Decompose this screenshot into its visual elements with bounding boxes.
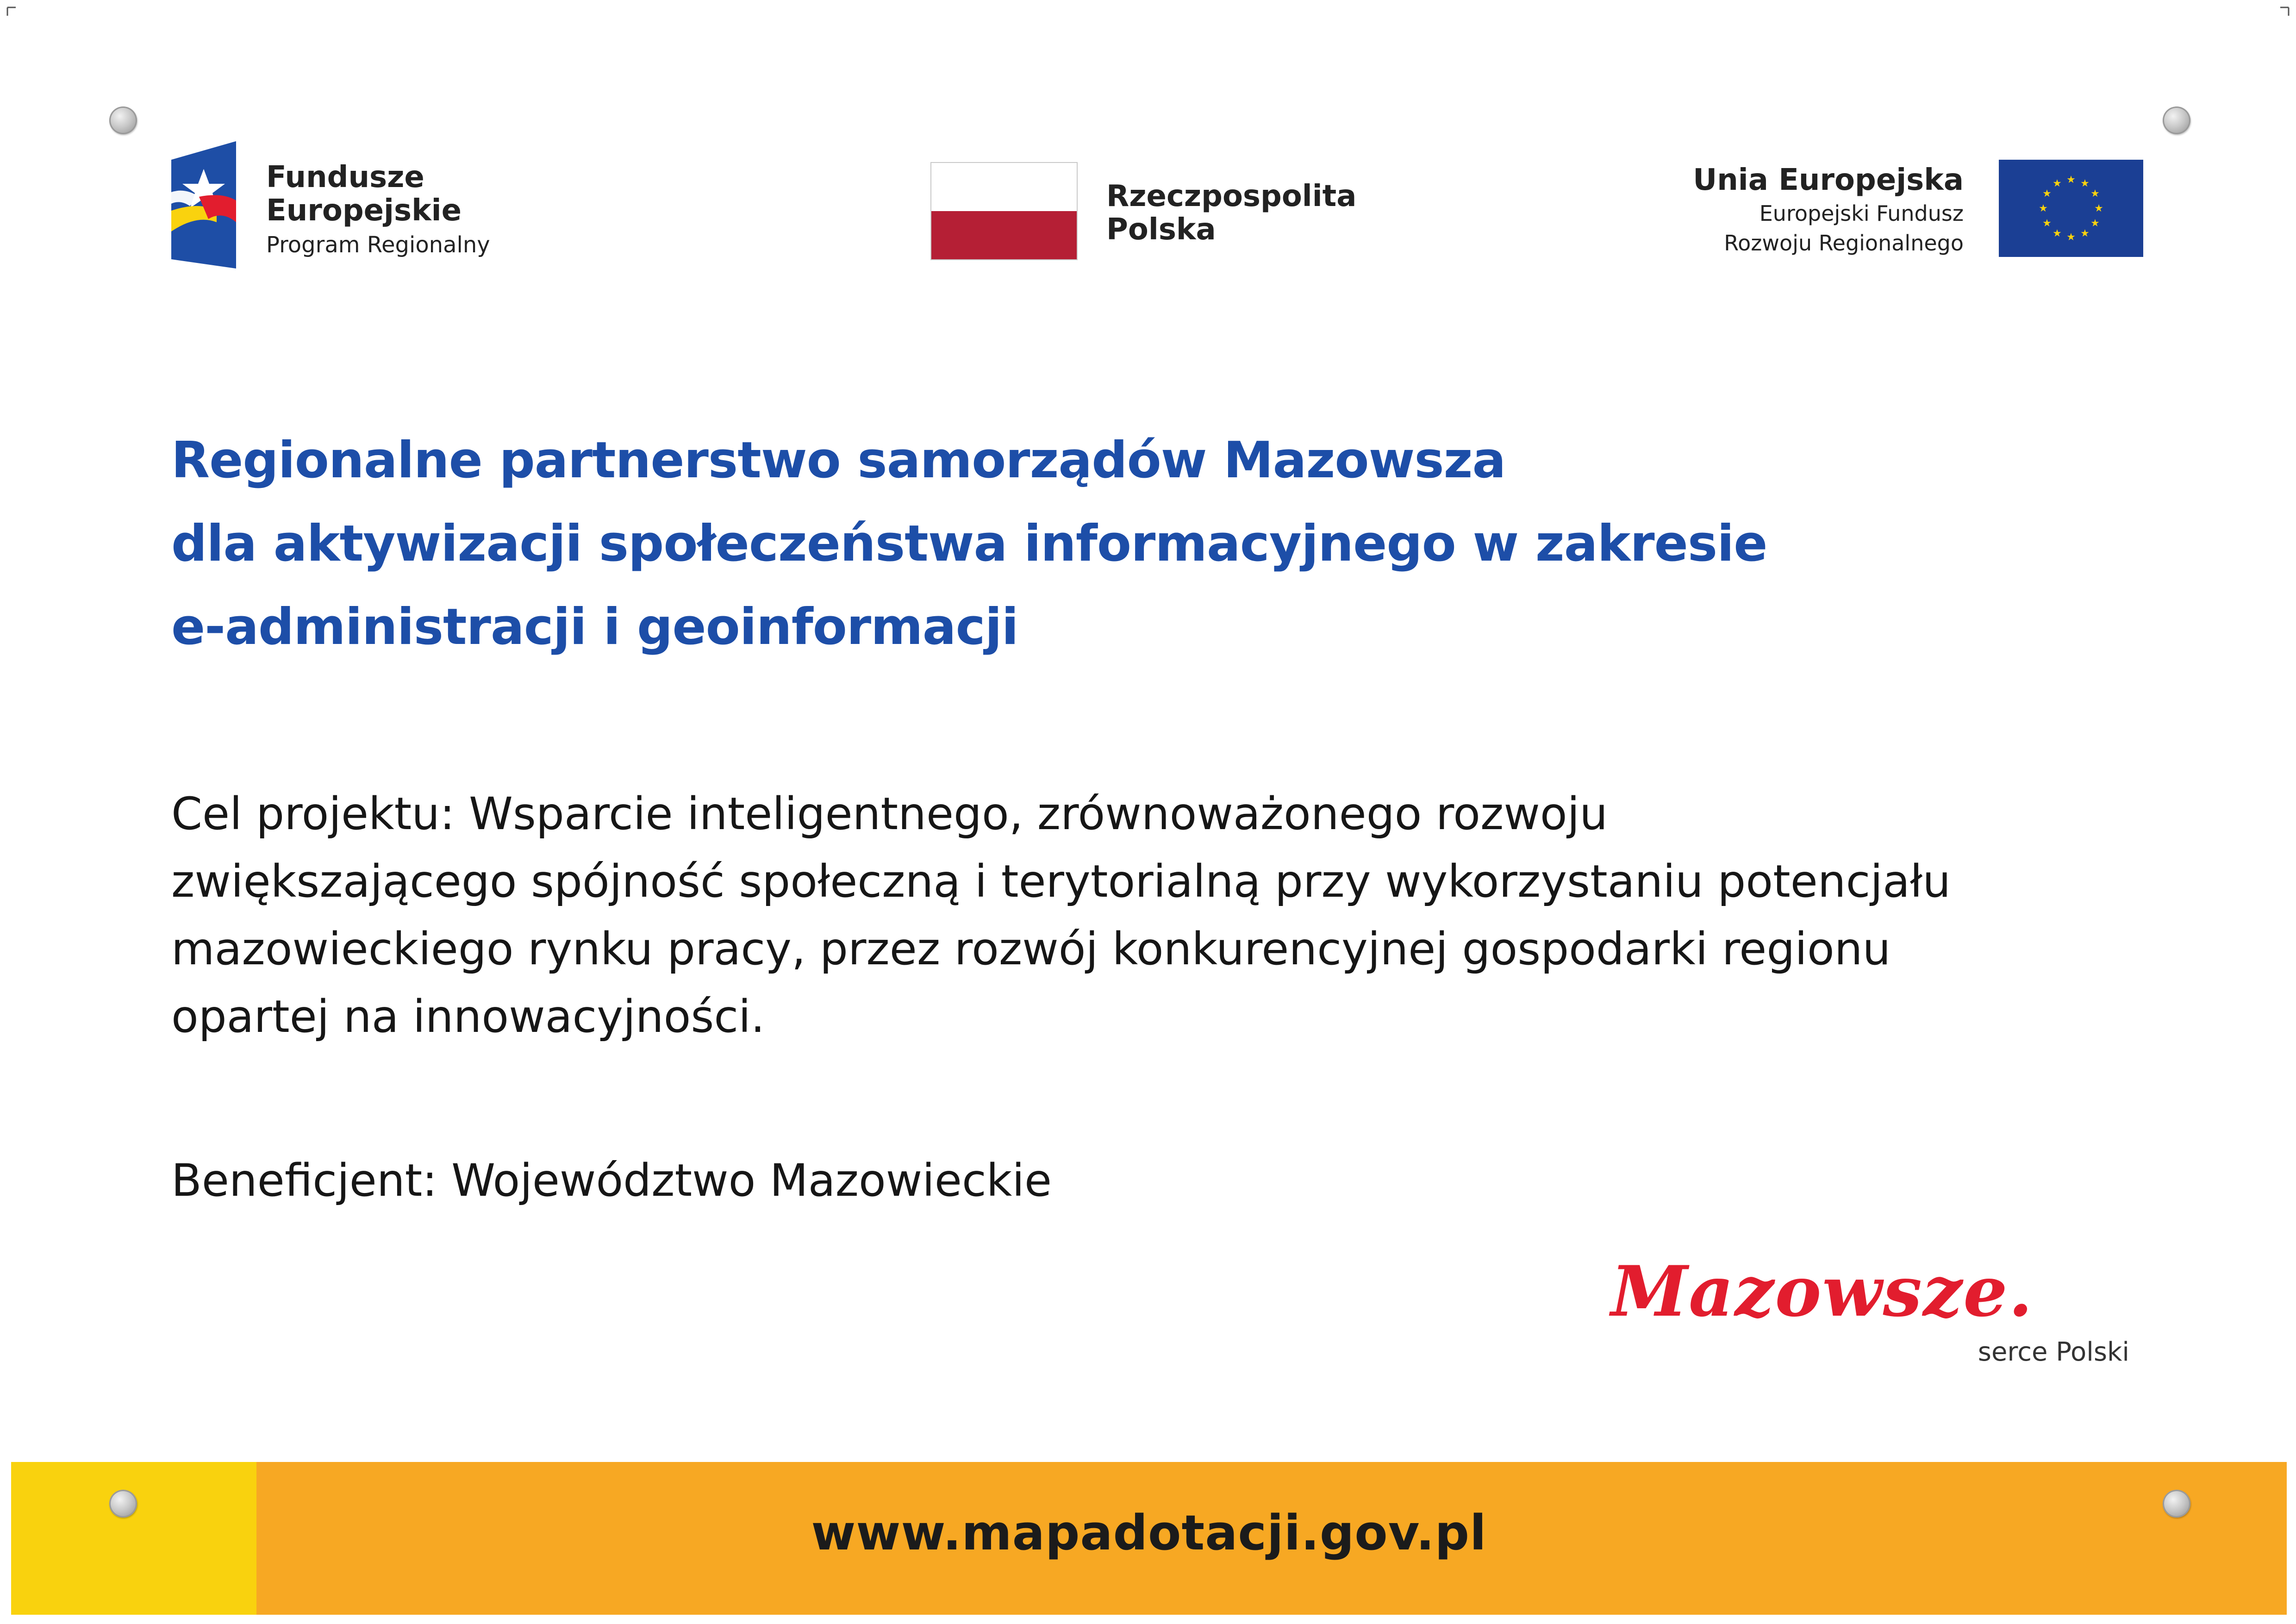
project-title-line2: dla aktywizacji społeczeństwa informacyjnego w zakresie <box>171 515 1767 573</box>
screw-icon <box>2163 106 2190 134</box>
svg-text:★: ★ <box>2066 231 2076 243</box>
svg-text:★: ★ <box>2090 218 2100 229</box>
mazowsze-wordmark: Mazowsze. <box>1611 1251 2034 1332</box>
project-goal-line2: zwiększającego spójność społeczną i terytorialną przy wykorzystaniu potencjału <box>171 856 1951 907</box>
project-goal-line4: opartej na innowacyjności. <box>171 991 765 1043</box>
svg-text:★: ★ <box>2039 203 2048 214</box>
project-title-line3: e-administracji i geoinformacji <box>171 598 1018 656</box>
beneficiary: Beneficjent: Województwo Mazowieckie <box>171 1155 1052 1206</box>
svg-text:★: ★ <box>2053 178 2062 189</box>
fundusze-subtitle: Program Regionalny <box>266 232 490 258</box>
unia-subtitle-line1: Europejski Fundusz <box>1759 201 1964 226</box>
eu-flag-icon <box>1999 160 2143 257</box>
fundusze-europejskie-logo <box>171 141 634 271</box>
svg-text:★: ★ <box>2042 188 2052 200</box>
project-title <box>171 419 2162 669</box>
footer-bar <box>11 1462 2287 1615</box>
project-goal-line3: mazowieckiego rynku pracy, przez rozwój konkurencyjnej gospodarki regionu <box>171 923 1891 975</box>
svg-text:★: ★ <box>2094 203 2103 214</box>
project-title-line1: Regionalne partnerstwo samorządów Mazowsza <box>171 431 1506 489</box>
mazowsze-logo <box>1611 1250 2143 1380</box>
svg-text:★: ★ <box>2080 178 2090 189</box>
rzeczpospolita-line1: Rzeczpospolita <box>1106 179 1357 213</box>
svg-text:★: ★ <box>2090 188 2100 200</box>
fundusze-europejskie-mark-icon <box>171 141 236 269</box>
unia-europejska-logo <box>1680 160 2143 262</box>
footer-url: www.mapadotacji.gov.pl <box>811 1505 1487 1561</box>
project-goal-line1: Cel projektu: Wsparcie inteligentnego, zrównoważonego rozwoju <box>171 788 1608 840</box>
corner-mark-top-right <box>2279 6 2290 17</box>
unia-subtitle-line2: Rozwoju Regionalnego <box>1724 231 1964 256</box>
unia-title: Unia Europejska <box>1693 163 1964 197</box>
svg-text:★: ★ <box>2042 218 2052 229</box>
fundusze-title-line2: Europejskie <box>266 194 462 228</box>
rzeczpospolita-line2: Polska <box>1106 212 1216 247</box>
svg-text:★: ★ <box>2080 228 2090 239</box>
fundusze-title-line1: Fundusze <box>266 160 424 194</box>
corner-mark-top-left <box>6 6 17 17</box>
polish-flag-icon <box>930 162 1078 260</box>
screw-icon <box>109 106 137 134</box>
svg-text:★: ★ <box>2053 228 2062 239</box>
rzeczpospolita-polska-logo <box>930 162 1393 264</box>
screw-icon <box>2163 1490 2190 1518</box>
project-goal <box>171 780 2162 1050</box>
mazowsze-tagline: serce Polski <box>1978 1337 2129 1367</box>
svg-text:★: ★ <box>2066 174 2076 186</box>
screw-icon <box>109 1490 137 1518</box>
